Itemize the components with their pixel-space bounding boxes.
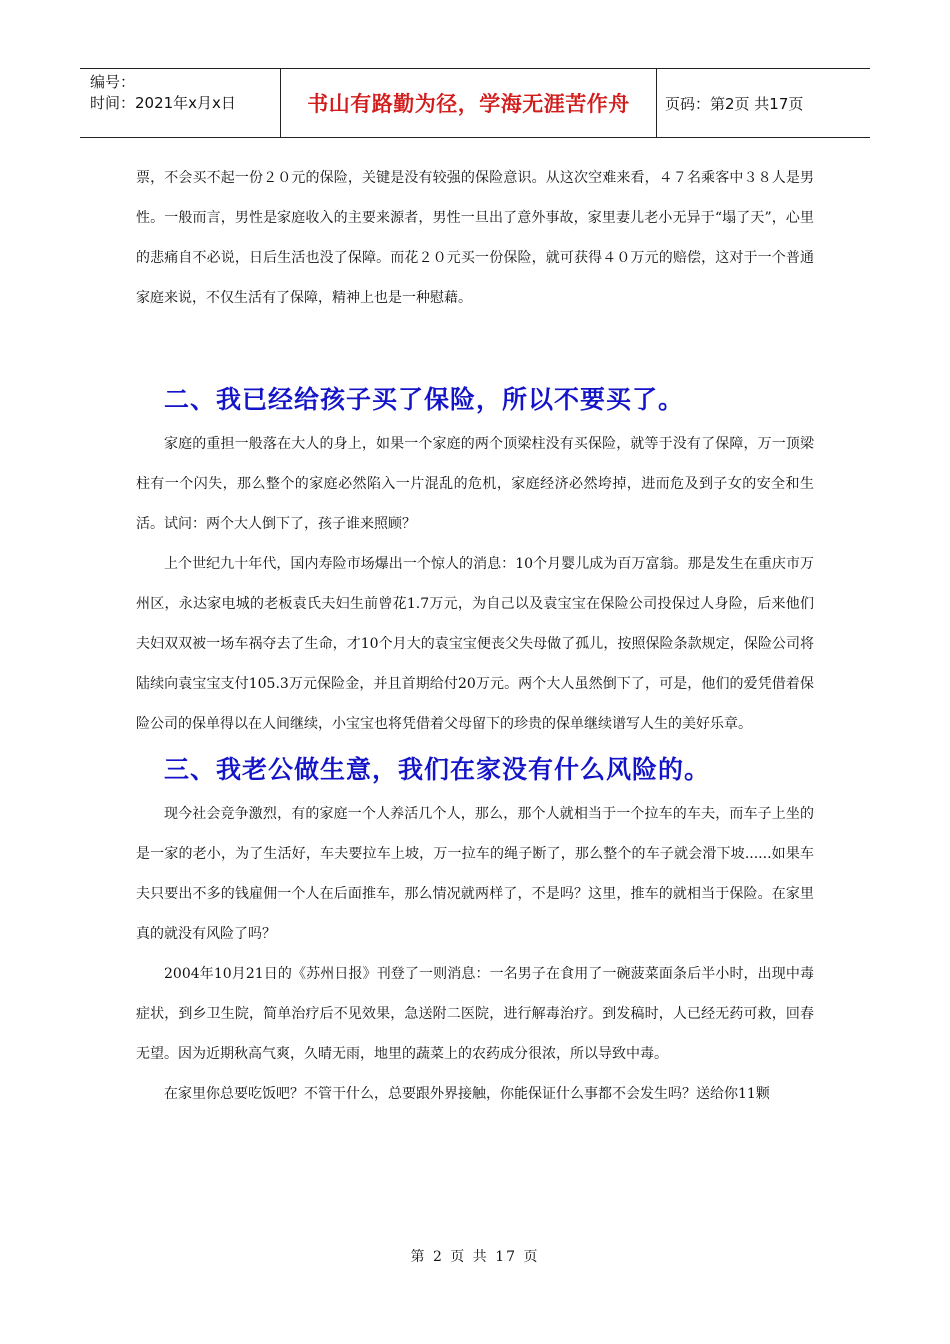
time-label: 时间：2021年x月x日	[90, 94, 236, 112]
page-label: 页码：第2页 共17页	[665, 94, 804, 113]
paragraph-intro: 票，不会买不起一份２０元的保险，关键是没有较强的保险意识。从这次空难来看，４７名乘客中３８人是男性。一般而言，男性是家庭收入的主要来源者，男性一旦出了意外事故，家里妻儿老小无异于“塌了天”，心里的悲痛自不必说，日后生活也没了保障。而花２０元买一份保险，就可获得４０万元的赔偿，这对于一个普通家庭来说，不仅生活有了保障，精神上也是一种慰藉。	[136, 170, 814, 306]
header-table	[80, 68, 870, 138]
section2-paragraph-1: 家庭的重担一般落在大人的身上，如果一个家庭的两个顶梁柱没有买保险，就等于没有了保障，万一顶梁柱有一个闪失，那么整个的家庭必然陷入一片混乱的危机，家庭经济必然垮掉，进而危及到子女的安全和生活。试问：两个大人倒下了，孩子谁来照顾？	[136, 436, 814, 532]
section3-paragraph-2: 2004年10月21日的《苏州日报》刊登了一则消息：一名男子在食用了一碗菠菜面条后半小时，出现中毒症状，到乡卫生院，简单治疗后不见效果，急送附二医院，进行解毒治疗。到发稿时，人已经无药可救，回春无望。因为近期秋高气爽，久晴无雨，地里的蔬菜上的农药成分很浓，所以导致中毒。	[136, 966, 814, 1062]
document-body	[136, 158, 814, 1114]
motto-text: 书山有路勤为径，学海无涯苦作舟	[307, 92, 630, 116]
section-heading-2: 二、我已经给孩子买了保险，所以不要买了。	[164, 385, 685, 414]
section-heading-3: 三、我老公做生意，我们在家没有什么风险的。	[164, 755, 711, 784]
page-footer: 第 2 页 共 17 页	[410, 1249, 540, 1265]
header-page-cell	[657, 69, 870, 137]
header-info-cell	[80, 69, 281, 137]
section3-paragraph-1: 现今社会竞争激烈，有的家庭一个人养活几个人，那么，那个人就相当于一个拉车的车夫，而车子上坐的是一家的老小，为了生活好，车夫要拉车上坡，万一拉车的绳子断了，那么整个的车子就会滑下坡......如果车夫只要出不多的钱雇佣一个人在后面推车，那么情况就两样了，不是吗？这里，推车的就相当于保险。在家里真的就没有风险了吗？	[136, 806, 814, 942]
section3-paragraph-3: 在家里你总要吃饭吧？不管干什么，总要跟外界接触，你能保证什么事都不会发生吗？送给你11颗	[164, 1086, 770, 1102]
number-label: 编号：	[90, 73, 136, 91]
section2-paragraph-2: 上个世纪九十年代，国内寿险市场爆出一个惊人的消息：10个月婴儿成为百万富翁。那是发生在重庆市万州区，永达家电城的老板袁氏夫妇生前曾花1.7万元，为自己以及袁宝宝在保险公司投保过人身险，后来他们夫妇双双被一场车祸夺去了生命，才10个月大的袁宝宝便丧父失母做了孤儿，按照保险条款规定，保险公司将陆续向袁宝宝支付105.3万元保险金，并且首期给付20万元。两个大人虽然倒下了，可是，他们的爱凭借着保险公司的保单得以在人间继续，小宝宝也将凭借着父母留下的珍贵的保单继续谱写人生的美好乐章。	[136, 556, 814, 732]
header-motto-cell	[281, 69, 657, 137]
